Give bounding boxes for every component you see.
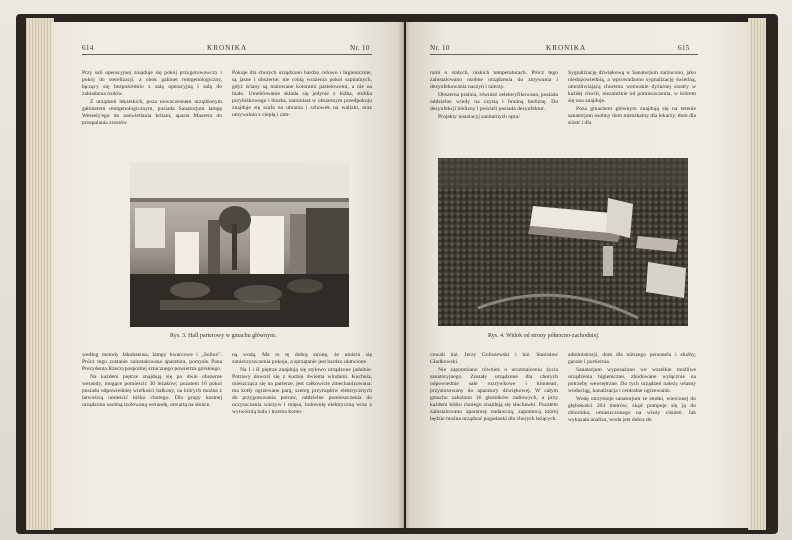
left-page-edges <box>26 18 54 530</box>
left-figure-caption: Rys. 3. Hall parterowy w gmachu głównym. <box>170 333 277 339</box>
left-running-head: KRONIKA <box>207 44 248 52</box>
book-gutter <box>398 20 410 530</box>
right-bottom-col2 <box>568 352 696 425</box>
paragraph: Pokoje dla chorych urządzono bardzo celowo i higienicznie, są jasne i obszerne; nie robią wrażenia pokoi szpitalnych, gdyż ściany są malowane kolorami pastelowemi, a nie na biało. Umeblowanie składa się jedynie z łóżka, stolika przyłóżkowego i biurka, natomiast w obszernym przedpokoju znajduje się szafa na ubrania i schowek na walizki, oraz umywalnia z ciepłą i zim- <box>232 70 372 119</box>
left-page-number: 614 <box>82 44 94 52</box>
left-top-col1 <box>82 70 222 128</box>
hall-photo <box>130 162 349 327</box>
left-issue: Nr. 10 <box>350 44 370 52</box>
paragraph: Przy sali operacyjnej znajduje się pokój przygotowawczy i pokój do sterelizacji, a obok gabinet rentgenologiczny, łączący się bezpośrednio z salą operacyjną i salą do zakładania ozdów. <box>82 70 222 98</box>
left-bottom-col2 <box>232 352 372 417</box>
paragraph: Na każdem piętrze znajdują się po dwie obszerne werandy, mogące pomieścić 30 leżaków; pozatem 16 pokoi posiada odpowiedniej wielkości balkony, na których można z łatwością umieścić łóżko chorego. Dla grupy kostnej urządzono osobną izolowaną werandę, otwartą na słońce. <box>82 374 222 409</box>
right-running-head: KRONIKA <box>546 44 587 52</box>
paragraph: Na I i II piętrze znajdują się stylowo urządzone jadalnie. Potrawy dowozi się z kuchni dwiema windami. Kuchnia, mieszcząca się na parterze, jest całkowicie zmechanizowana: ma kotły ogrzewane parą, szereg przyrządów elektrycznych do przygotowania potraw, oddzielne pomieszczenia do oczyszczania warzyw i mięsa, lodownię elektryczną wraz z wytwórnią lodu i trzema komo- <box>232 367 372 416</box>
paragraph: ną wodą. Ma to tę dobrą stronę, że umiera się zanieczyszczenia pokoju, a sprzątanie jest bardzo ułatwione. <box>232 352 372 366</box>
right-page <box>406 22 750 528</box>
right-page-edges <box>748 18 766 530</box>
paragraph: Z urządzeń lekarskich, poza nowoczesnem urządzonym gabinetem rentgenologicznym, posiada Sanatorjum lampę Wessely'ego do naświetlania kritani, aparat Maurera do przepalania zrostów <box>82 99 222 127</box>
hall-image <box>130 162 349 327</box>
paragraph: administracji, dom dla niższego personelu i służby, garaże i portiernia. <box>568 352 696 366</box>
left-bottom-col1 <box>82 352 222 410</box>
aerial-photo <box>438 158 688 326</box>
paragraph: Sygnalizację dźwiękową w Sanatorjum zarzucono, jako niedopowiednią, a wprowadzono sygnalizację świetlną, umożliwiającą choremu wezwanie dyżurnej siostry w każdej chwili, niezależnie od pomieszczenia, w którem się ona znajduje. <box>568 70 696 105</box>
right-top-col1 <box>430 70 558 122</box>
paragraph: Poza gmachem głównym znajdują się na terenie sanatorjum osobny dom mieszkalny dla lekarzy, dom dla sióstr i dla <box>568 106 696 127</box>
paragraph: Nie zapomniano również o urozmaiceniu życia sanatoryjnego. Zostały urządzone dla chorych odpowiednie sale rozrywkowe i kinoteatr, przystosowany do aparatury dźwiękowej. W całym gmachu założono 16 głośników radiowych, a przy każdem łóżku chorego znajdują się słuchawki. Pozatem zainstalowano aparaturę nadawczą, zapomocą której będzie można urządzać pogadanki dla chorych leżących. <box>430 367 558 423</box>
paragraph: Sanatorjum wyposażono we wszelkie możliwe urządzenia higieniczne, zbudowane wyłącznie na potrzeby wewnętrzne. Do tych urządzeń należy własny wodociąg, kanalizacja i centralne ogrzewanie. <box>568 367 696 395</box>
paragraph: rami o stałych, niskich temperaturach. Prócz tego zainstalowano osobne urządzenia do zmywania i dezynfekowania naczyń i talerzy. <box>430 70 558 91</box>
right-issue: Nr. 10 <box>430 44 450 52</box>
left-top-col2 <box>232 70 372 120</box>
left-page <box>52 22 404 528</box>
right-page-number: 615 <box>678 44 690 52</box>
left-header-rule <box>82 54 372 55</box>
paragraph: według metody Jakobaeusa, lampy kwarcowe i „Sollux". Prócz tego zostanie zainstalowana aparatura, pomysłu Pana Prezydenta Rzeczypospolitej sztucznego powietrza górskiego. <box>82 352 222 373</box>
aerial-image <box>438 158 688 326</box>
right-bottom-col1 <box>430 352 558 424</box>
paragraph: Projekty instalacyj sanitarnych opra- <box>438 114 521 121</box>
paragraph: Wodę otrzymuje sanatorjum ze studni, wierconej do głębokości 264 metrów, skąd pompuje się ją do zbiornika, umieszczonego na wieży ciśnień. Jak wykazała analiza, woda jest dobra do <box>568 396 696 424</box>
right-header-rule <box>430 54 698 55</box>
right-top-col2 <box>568 70 696 128</box>
paragraph: cowali inż. Jerzy Goliszewski i inż. Stanisław Gładkowski. <box>430 352 558 366</box>
right-figure-caption: Rys. 4. Widok od strony północno-zachodniej. <box>488 333 600 339</box>
paragraph: Obszerna pralnia, również zelektryfikowana, posiada oddzielne windy na czystą i brudną bieliznę. Do dezynfekcji bielizny i pościeli posiada dezynfektor. <box>430 92 558 113</box>
